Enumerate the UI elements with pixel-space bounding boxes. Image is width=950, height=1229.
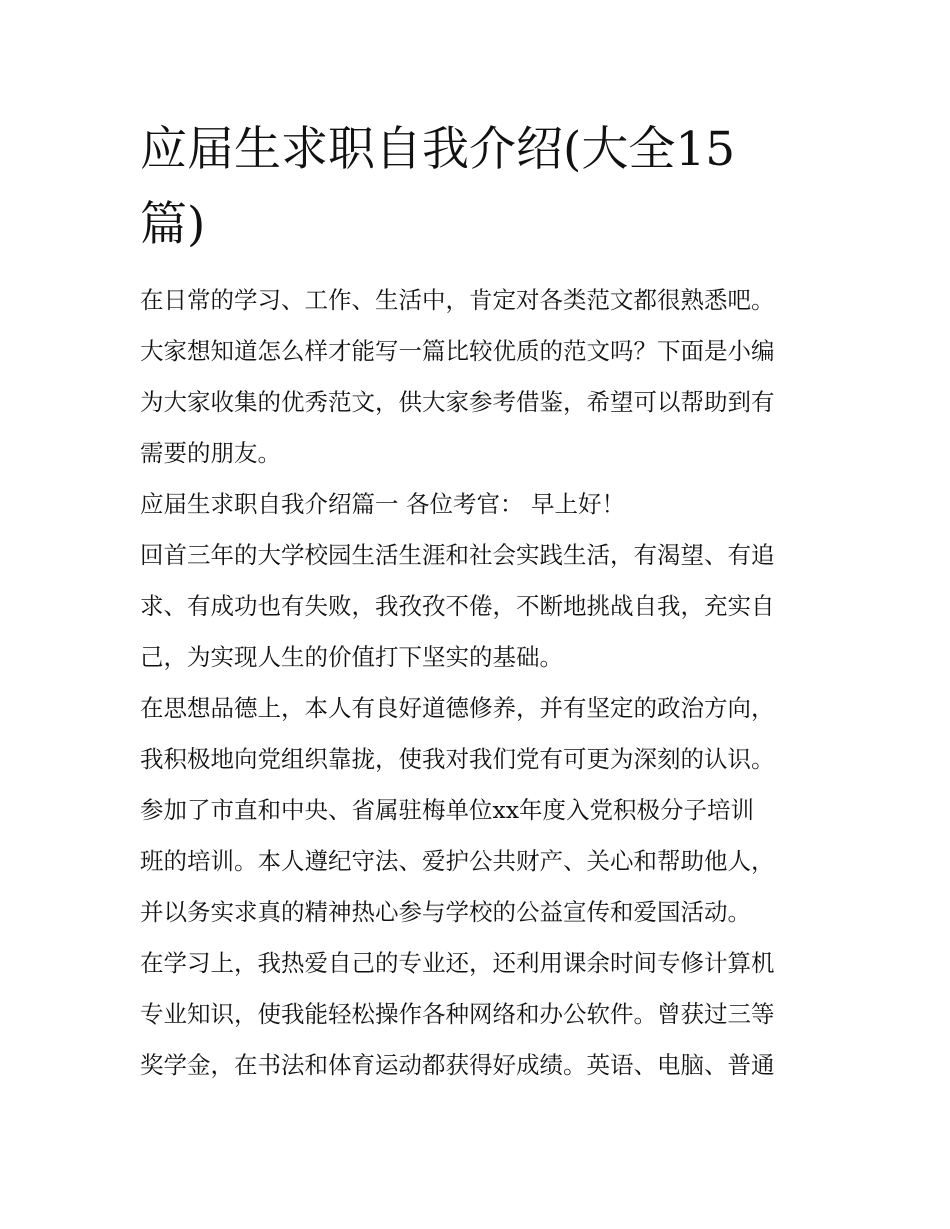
document-body (140, 275, 820, 1091)
text-line: 并以务实求真的精神热心参与学校的公益宣传和爱国活动。 (140, 898, 751, 926)
text-line: 专业知识，使我能轻松操作各种网络和办公软件。曾获过三等 (140, 1000, 775, 1028)
text-line: 我积极地向党组织靠拢，使我对我们党有可更为深刻的认识。 (140, 745, 775, 773)
text-line: 参加了市直和中央、省属驻梅单位xx年度入党积极分子培训 (140, 796, 755, 824)
title-line: 应届生求职自我介绍(大全15 (140, 122, 736, 177)
text-line: 大家想知道怎么样才能写一篇比较优质的范文吗？下面是小编 (140, 337, 775, 365)
text-line: 己，为实现人生的价值打下坚实的基础。 (140, 643, 563, 671)
text-line: 求、有成功也有失败，我孜孜不倦，不断地挑战自我，充实自 (140, 592, 775, 620)
text-line: 在学习上，我热爱自己的专业还，还利用课余时间专修计算机 (140, 949, 775, 977)
text-line: 回首三年的大学校园生活生涯和社会实践生活，有渴望、有追 (140, 541, 775, 569)
title-line: 篇) (140, 197, 206, 252)
text-line: 班的培训。本人遵纪守法、爱护公共财产、关心和帮助他人， (140, 847, 775, 875)
text-line: 需要的朋友。 (140, 439, 281, 467)
text-line: 应届生求职自我介绍篇一 各位考官： 早上好！ (140, 490, 625, 518)
text-line: 在思想品德上，本人有良好道德修养，并有坚定的政治方向， (140, 694, 775, 722)
text-line: 为大家收集的优秀范文，供大家参考借鉴，希望可以帮助到有 (140, 388, 775, 416)
text-line: 奖学金，在书法和体育运动都获得好成绩。英语、电脑、普通 (140, 1051, 775, 1079)
document-title (140, 112, 820, 262)
text-line: 在日常的学习、工作、生活中，肯定对各类范文都很熟悉吧。 (140, 286, 775, 314)
